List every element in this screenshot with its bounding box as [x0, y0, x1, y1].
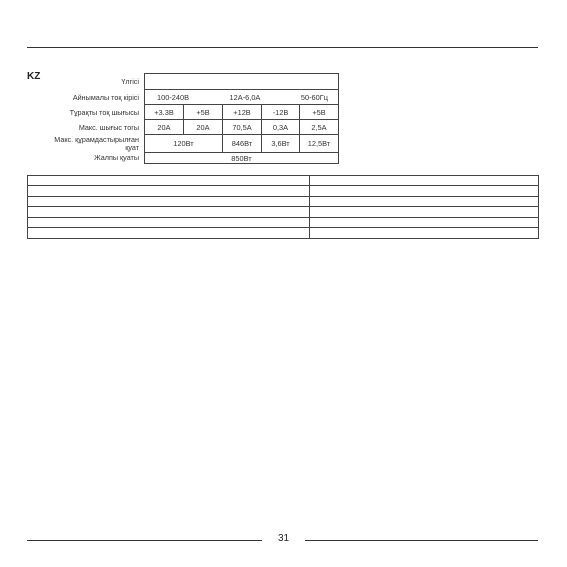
combined-5vsb-cell: 12,5Вт	[300, 135, 339, 153]
dc-rail-cell: -12В	[262, 105, 300, 120]
dc-rail-cell: +5В	[184, 105, 223, 120]
blank-table	[27, 175, 539, 239]
blank-cell	[28, 228, 310, 239]
blank-cell	[310, 186, 539, 197]
max-current-cell: 0,3А	[262, 120, 300, 135]
dc-rail-cell: +3.3В	[145, 105, 184, 120]
label-ac-input: Айнымалы тоқ кірісі	[72, 93, 139, 102]
ac-voltage: 100-240В	[157, 92, 190, 102]
blank-cell	[310, 228, 539, 239]
blank-row	[28, 196, 539, 207]
label-model: Үлгісі	[121, 77, 139, 86]
spec-row-max-combined	[145, 135, 339, 153]
blank-cell	[28, 186, 310, 197]
label-total-power: Жалпы қуаты	[94, 153, 139, 162]
footer-rule-right	[305, 540, 538, 541]
blank-row	[28, 217, 539, 228]
ac-input-cell	[145, 90, 339, 105]
combined-12v-cell: 846Вт	[223, 135, 262, 153]
blank-cell	[310, 196, 539, 207]
page-number: 31	[277, 533, 290, 544]
combined-3v5v-cell: 120Вт	[145, 135, 223, 153]
model-value-cell	[145, 74, 339, 90]
blank-cell	[28, 176, 310, 186]
blank-row	[28, 186, 539, 197]
spec-row-dc-output	[145, 105, 339, 120]
spec-row-total-power	[145, 153, 339, 164]
max-current-cell: 20А	[184, 120, 223, 135]
label-max-current: Макс. шығыс тогы	[78, 123, 139, 132]
dc-rail-cell: +5В	[300, 105, 339, 120]
total-power-cell: 850Вт	[145, 153, 339, 164]
label-max-combined-line2: қуат	[125, 143, 139, 152]
label-max-combined-line1: Макс. құрамдастырылған	[54, 135, 139, 144]
blank-cell	[310, 176, 539, 186]
ac-frequency: 50-60Гц	[300, 92, 328, 102]
blank-cell	[310, 217, 539, 228]
blank-cell	[28, 196, 310, 207]
blank-row	[28, 207, 539, 218]
ac-current: 12А-6,0А	[229, 92, 261, 102]
blank-row	[28, 176, 539, 186]
language-code: KZ	[27, 71, 41, 82]
label-dc-output: Тұрақты тоқ шығысы	[69, 108, 139, 117]
blank-row	[28, 228, 539, 239]
blank-cell	[310, 207, 539, 218]
spec-table	[144, 73, 339, 164]
top-rule	[27, 47, 538, 48]
combined-neg12v-cell: 3,6Вт	[262, 135, 300, 153]
spec-row-model	[145, 74, 339, 90]
blank-cell	[28, 207, 310, 218]
max-current-cell: 20А	[145, 120, 184, 135]
dc-rail-cell: +12В	[223, 105, 262, 120]
spec-row-max-current	[145, 120, 339, 135]
max-current-cell: 2,5А	[300, 120, 339, 135]
spec-row-ac-input	[145, 90, 339, 105]
blank-cell	[28, 217, 310, 228]
max-current-cell: 70,5А	[223, 120, 262, 135]
